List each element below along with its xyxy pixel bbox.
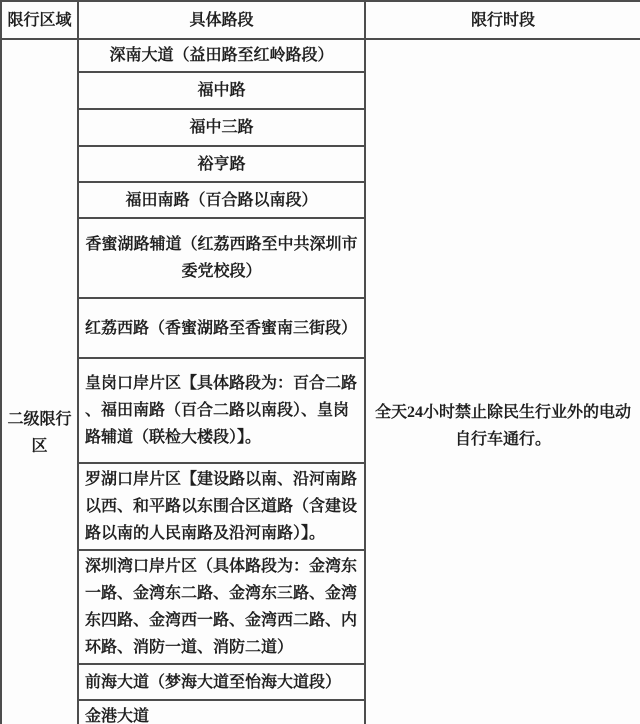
road-cell: 深南大道（益田路至红岭路段） <box>78 39 365 72</box>
road-cell: 福中路 <box>78 72 365 109</box>
region-cell: 二级限行区 <box>1 39 78 724</box>
column-header-roads: 具体路段 <box>78 1 365 39</box>
time-restriction-cell: 全天24小时禁止除民生行业外的电动自行车通行。 <box>365 39 640 724</box>
road-cell: 深圳湾口岸片区（具体路段为：金湾东一路、金湾东二路、金湾东三路、金湾东四路、金湾西一路、金湾西二路、内环路、消防一道、消防二道） <box>78 550 365 664</box>
road-cell: 香蜜湖路辅道（红荔西路至中共深圳市委党校段） <box>78 218 365 298</box>
road-cell: 福田南路（百合路以南段） <box>78 182 365 218</box>
table-row <box>1 39 640 72</box>
road-cell: 红荔西路（香蜜湖路至香蜜南三街段） <box>78 298 365 358</box>
column-header-time: 限行时段 <box>365 1 640 39</box>
column-header-region: 限行区域 <box>1 1 78 39</box>
road-cell: 金港大道 <box>78 700 365 724</box>
road-cell: 裕亨路 <box>78 146 365 182</box>
road-cell: 前海大道（梦海大道至怡海大道段） <box>78 664 365 700</box>
road-cell: 福中三路 <box>78 109 365 146</box>
road-cell: 罗湖口岸片区【建设路以南、沿河南路以西、和平路以东围合区道路（含建设路以南的人民南路及沿河南路）】。 <box>78 463 365 550</box>
road-cell: 皇岗口岸片区【具体路段为：百合二路、福田南路（百合二路以南段）、皇岗路辅道（联检大楼段）】。 <box>78 358 365 463</box>
table-header-row <box>1 1 640 39</box>
